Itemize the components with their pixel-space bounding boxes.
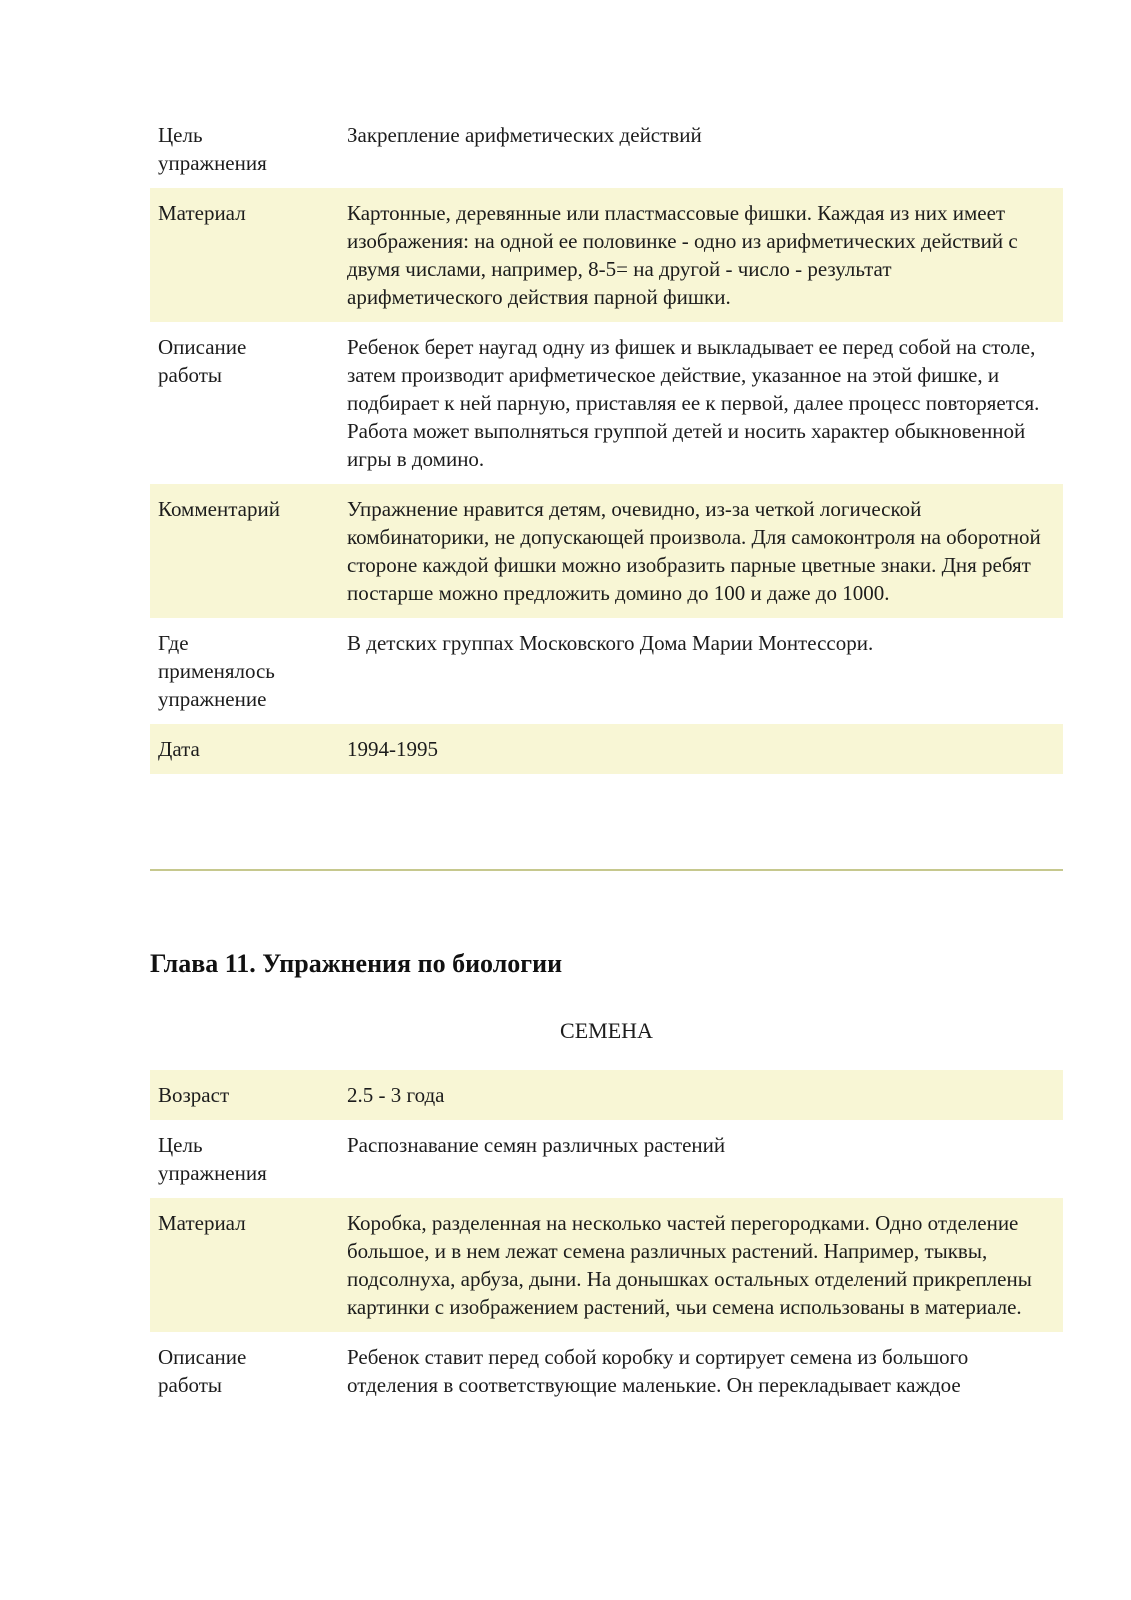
table-row <box>150 322 1063 484</box>
row-label: Материал <box>158 201 246 225</box>
document-page <box>150 0 1063 1410</box>
table-row <box>150 1198 1063 1332</box>
row-value: Картонные, деревянные или пластмассовые фишки. Каждая из них имеет изображения: на одной ее половинке - одно из арифметических действий с двумя числами, например, 8-5= на другой - число - результат арифметического действия парной фишки. <box>347 201 1018 309</box>
exercise-table-domino <box>150 110 1063 774</box>
row-label: Описание работы <box>158 1345 247 1397</box>
table-row <box>150 1070 1063 1120</box>
exercise-table-seeds <box>150 1070 1063 1410</box>
row-label: Дата <box>158 737 200 761</box>
row-value: 2.5 - 3 года <box>347 1083 445 1107</box>
chapter-heading: Глава 11. Упражнения по биологии <box>150 949 563 978</box>
table-row <box>150 1332 1063 1410</box>
row-value: Коробка, разделенная на несколько частей перегородками. Одно отделение большое, и в нем лежат семена различных растений. Например, тыквы, подсолнуха, арбуза, дыни. На донышках остальных отделений прикреплены картинки с изображением растений, чьи семена использованы в материале. <box>347 1211 1032 1319</box>
row-label: Возраст <box>158 1083 230 1107</box>
table-row <box>150 188 1063 322</box>
row-value: В детских группах Московского Дома Марии Монтессори. <box>347 631 874 655</box>
row-label: Где применялось упражнение <box>158 631 275 711</box>
row-value: Распознавание семян различных растений <box>347 1133 726 1157</box>
row-label: Материал <box>158 1211 246 1235</box>
table-row <box>150 484 1063 618</box>
table-row <box>150 110 1063 188</box>
section-title: СЕМЕНА <box>560 1018 653 1043</box>
row-value: Ребенок ставит перед собой коробку и сортирует семена из большого отделения в соответствующие маленькие. Он перекладывает каждое <box>347 1345 969 1397</box>
row-label: Комментарий <box>158 497 280 521</box>
row-value: Ребенок берет наугад одну из фишек и выкладывает ее перед собой на столе, затем производит арифметическое действие, указанное на этой фишке, и подбирает к ней парную, приставляя ее к первой, далее процесс повторяется. Работа может выполняться группой детей и носить характер обыкновенной игры в домино. <box>347 335 1040 471</box>
table-row <box>150 724 1063 774</box>
row-value: Упражнение нравится детям, очевидно, из-за четкой логической комбинаторики, не допускающей произвола. Для самоконтроля на оборотной стороне каждой фишки можно изобразить парные цветные знаки. Дня ребят постарше можно предложить домино до 100 и даже до 1000. <box>347 497 1041 605</box>
section-divider <box>150 869 1063 871</box>
table-row <box>150 1120 1063 1198</box>
row-label: Описание работы <box>158 335 247 387</box>
table-row <box>150 618 1063 724</box>
row-value: 1994-1995 <box>347 737 438 761</box>
row-label: Цель упражнения <box>158 1133 267 1185</box>
row-value: Закрепление арифметических действий <box>347 123 702 147</box>
row-label: Цель упражнения <box>158 123 267 175</box>
